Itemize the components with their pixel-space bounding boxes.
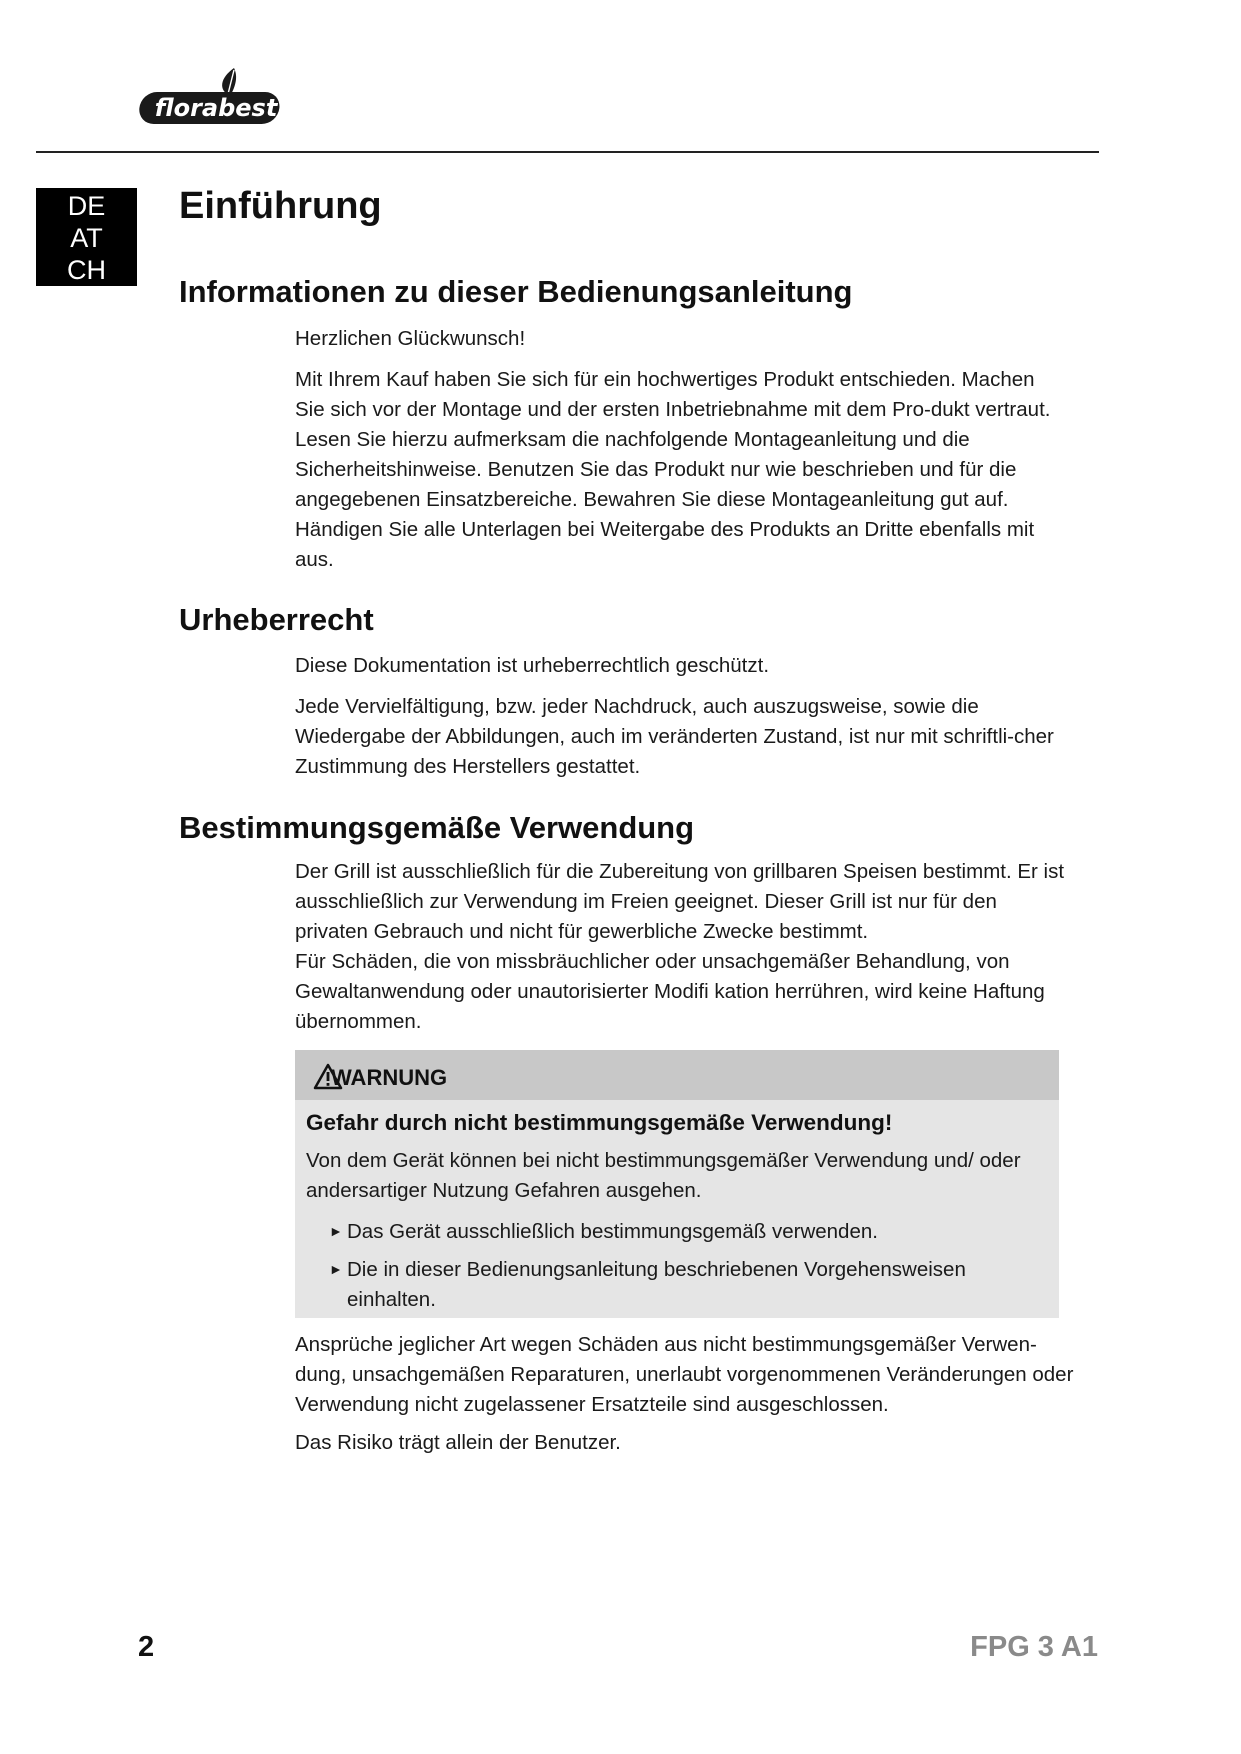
warning-header bbox=[295, 1050, 1059, 1100]
model-number: FPG 3 A1 bbox=[970, 1631, 1098, 1663]
bullet-arrow-icon: ► bbox=[329, 1223, 343, 1239]
language-tab bbox=[36, 188, 137, 286]
header-rule bbox=[36, 151, 1099, 153]
intended-use-paragraph-4: Das Risiko trägt allein der Benutzer. bbox=[295, 1431, 621, 1454]
language-de: DE bbox=[67, 191, 106, 221]
info-paragraph-1: Herzlichen Glückwunsch! bbox=[295, 327, 526, 350]
info-paragraph-2: Mit Ihrem Kauf haben Sie sich für ein hochwertiges Produkt entschieden. Machen Sie sich vor der Montage und der ersten Inbetriebnahme mit dem Pro-dukt vertraut. Lesen Sie hierzu aufmerksam die nachfolgende Montageanleitung und die Sicherheitshinweise. Benutzen Sie das Produkt nur wie beschrieben und für die angegebenen Einsatzbereiche. Bewahren Sie diese Montageanleitung gut auf. Händigen Sie alle Unterlagen bei Weitergabe des Produkts an Dritte ebenfalls mit aus. bbox=[295, 368, 1051, 571]
warning-bullet-text: Das Gerät ausschließlich bestimmungsgemäß verwenden. bbox=[347, 1220, 878, 1243]
warning-title: Gefahr durch nicht bestimmungsgemäße Verwendung! bbox=[306, 1110, 893, 1135]
language-at: AT bbox=[70, 223, 103, 253]
bullet-arrow-icon: ► bbox=[329, 1261, 343, 1277]
heading-intended-use: Bestimmungsgemäße Verwendung bbox=[179, 810, 695, 845]
intended-use-paragraph-3: Ansprüche jeglicher Art wegen Schäden aus nicht bestimmungsgemäßer Verwen-dung, unsachgemäßen Reparaturen, unerlaubt vorgenommenen Veränderungen oder Verwendung nicht zugelassener Ersatzteile sind ausgeschlossen. bbox=[295, 1333, 1074, 1416]
warning-bullet bbox=[329, 1254, 1037, 1315]
warning-text: Von dem Gerät können bei nicht bestimmungsgemäßer Verwendung und/ oder andersartiger Nutzung Gefahren ausgehen. bbox=[306, 1149, 1021, 1202]
heading-info: Informationen zu dieser Bedienungsanleitung bbox=[179, 274, 853, 309]
warning-label: WARNUNG bbox=[331, 1065, 448, 1090]
intended-use-paragraph-1: Der Grill ist ausschließlich für die Zubereitung von grillbaren Speisen bestimmt. Er ist ausschließlich zur Verwendung im Freien geeignet. Dieser Grill ist nur für den privaten Gebrauch und nicht für gewerbliche Zwecke bestimmt. bbox=[295, 860, 1065, 943]
warning-box bbox=[295, 1050, 1059, 1318]
language-ch: CH bbox=[67, 255, 106, 285]
copyright-paragraph-1: Diese Dokumentation ist urheberrechtlich geschützt. bbox=[295, 654, 770, 677]
warning-bullet bbox=[329, 1216, 1037, 1247]
page-number: 2 bbox=[138, 1631, 155, 1663]
florabest-logo bbox=[138, 64, 290, 134]
logo-text: florabest bbox=[154, 94, 278, 122]
page-title: Einführung bbox=[179, 185, 382, 227]
copyright-paragraph-2: Jede Vervielfältigung, bzw. jeder Nachdruck, auch auszugsweise, sowie die Wiedergabe der Abbildungen, auch im veränderten Zustand, ist nur mit schriftli-cher Zustimmung des Herstellers gestattet. bbox=[295, 695, 1054, 778]
intended-use-paragraph-2: Für Schäden, die von missbräuchlicher oder unsachgemäßer Behandlung, von Gewaltanwendung oder unautorisierter Modifi kation herrühren, wird keine Haftung übernommen. bbox=[295, 950, 1045, 1033]
warning-bullet-text: Die in dieser Bedienungsanleitung beschriebenen Vorgehensweisen einhalten. bbox=[347, 1258, 966, 1311]
heading-copyright: Urheberrecht bbox=[179, 602, 374, 637]
